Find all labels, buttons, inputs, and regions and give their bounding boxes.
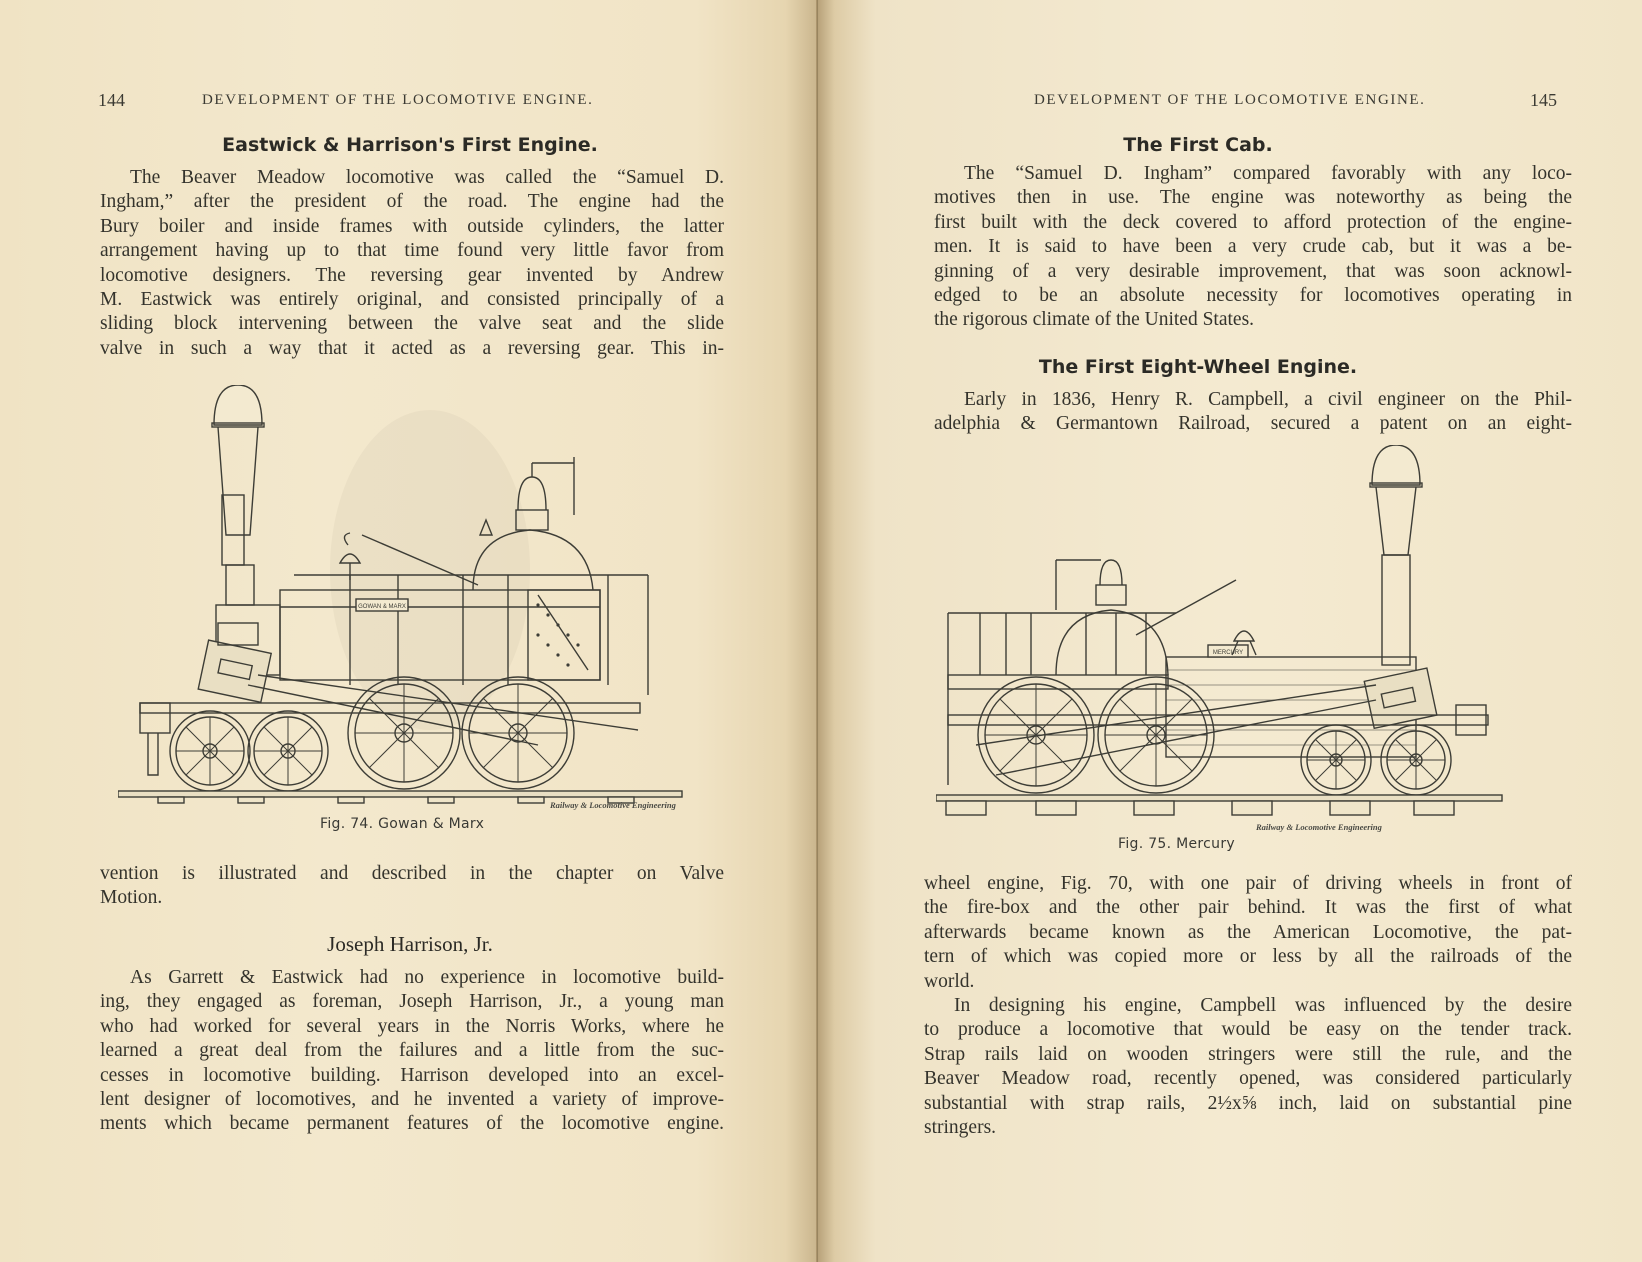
- paragraph-eight-wheel: Early in 1836, Henry R. Campbell, a civil engineer on the Phil- adelphia & Germantown Railroad, secured a patent on an eight-: [934, 389, 1572, 435]
- running-head: DEVELOPMENT OF THE LOCOMOTIVE ENGINE.: [1034, 92, 1426, 108]
- page-number: 144: [98, 90, 125, 110]
- section-heading: Joseph Harrison, Jr.: [327, 932, 493, 956]
- section-heading: The First Eight-Wheel Engine.: [1038, 356, 1358, 378]
- figure-caption: Fig. 74. Gowan & Marx: [320, 816, 485, 832]
- locomotive-drawing-icon: [118, 385, 718, 845]
- svg-text:MERCURY: MERCURY: [1212, 650, 1244, 656]
- paragraph-continuation: wheel engine, Fig. 70, with one pair of driving wheels in front of the fire-box and the other pair behind. It was the first of what afterwards became known as the American Locomotive, the pat- tern of which was copied more or less by all the railroads of the world.: [924, 873, 1572, 992]
- svg-text:GOWAN & MARX: GOWAN & MARX: [358, 604, 406, 610]
- paragraph-reversing-gear: The Beaver Meadow locomotive was called the “Samuel D. Ingham,” after the president of the road. The engine had the Bury boiler and inside frames with outside cylinders, the latter arrangement having up to that time found very little favor from locomotive designers. The reversing gear invented by Andrew M. Eastwick was entirely original, and consisted principally of a sliding block intervening between the valve seat and the slide valve in such a way that it acted as a reversing gear. This in-: [100, 167, 724, 359]
- running-head: DEVELOPMENT OF THE LOCOMOTIVE ENGINE.: [202, 92, 594, 108]
- section-heading: Eastwick & Harrison's First Engine.: [222, 134, 598, 156]
- paragraph-first-cab: The “Samuel D. Ingham” compared favorably with any loco- motives then in use. The engine was noteworthy as being the first built with the deck covered to afford protection of the engine- men. It is said to have been a very crude cab, but it was a be- ginning of a very desirable improvement, that was soon acknowl- edged to be an absolute necessity for locomotives operating in the rigorous climate of the United States.: [934, 163, 1572, 331]
- locomotive-drawing-icon: [936, 445, 1516, 855]
- paragraph-campbell-design: In designing his engine, Campbell was influenced by the desire to produce a locomotive that would be easy on the tender track. Strap rails laid on wooden stringers were still the rule, and the Beaver Meadow road, recently opened, was considered particularly substantial with strap rails, 2½x⅝ inch, laid on substantial pine stringers.: [924, 995, 1572, 1139]
- paragraph-joseph-harrison: As Garrett & Eastwick had no experience in locomotive build- ing, they engaged as foreman, Joseph Harrison, Jr., a young man who had worked for several years in the Norris Works, where he learned a great deal from the failures and a little from the suc- cesses in locomotive building. Harrison developed into an excel- lent designer of locomotives, and he invented a variety of improve- ments which became permanent features of the locomotive engine.: [100, 967, 724, 1135]
- figure-credit: Railway & Locomotive Engineering: [550, 800, 676, 810]
- figure-gowan-marx-locomotive: [118, 385, 718, 845]
- section-heading: The First Cab.: [1123, 134, 1273, 156]
- page-number: 145: [1530, 90, 1557, 110]
- figure-mercury-locomotive: [936, 445, 1516, 855]
- left-page: [0, 0, 818, 1262]
- figure-credit: Railway & Locomotive Engineering: [1256, 822, 1382, 832]
- paragraph-continuation: vention is illustrated and described in the chapter on Valve Motion.: [100, 863, 724, 909]
- right-page: [818, 0, 1642, 1262]
- figure-caption: Fig. 75. Mercury: [1118, 836, 1235, 852]
